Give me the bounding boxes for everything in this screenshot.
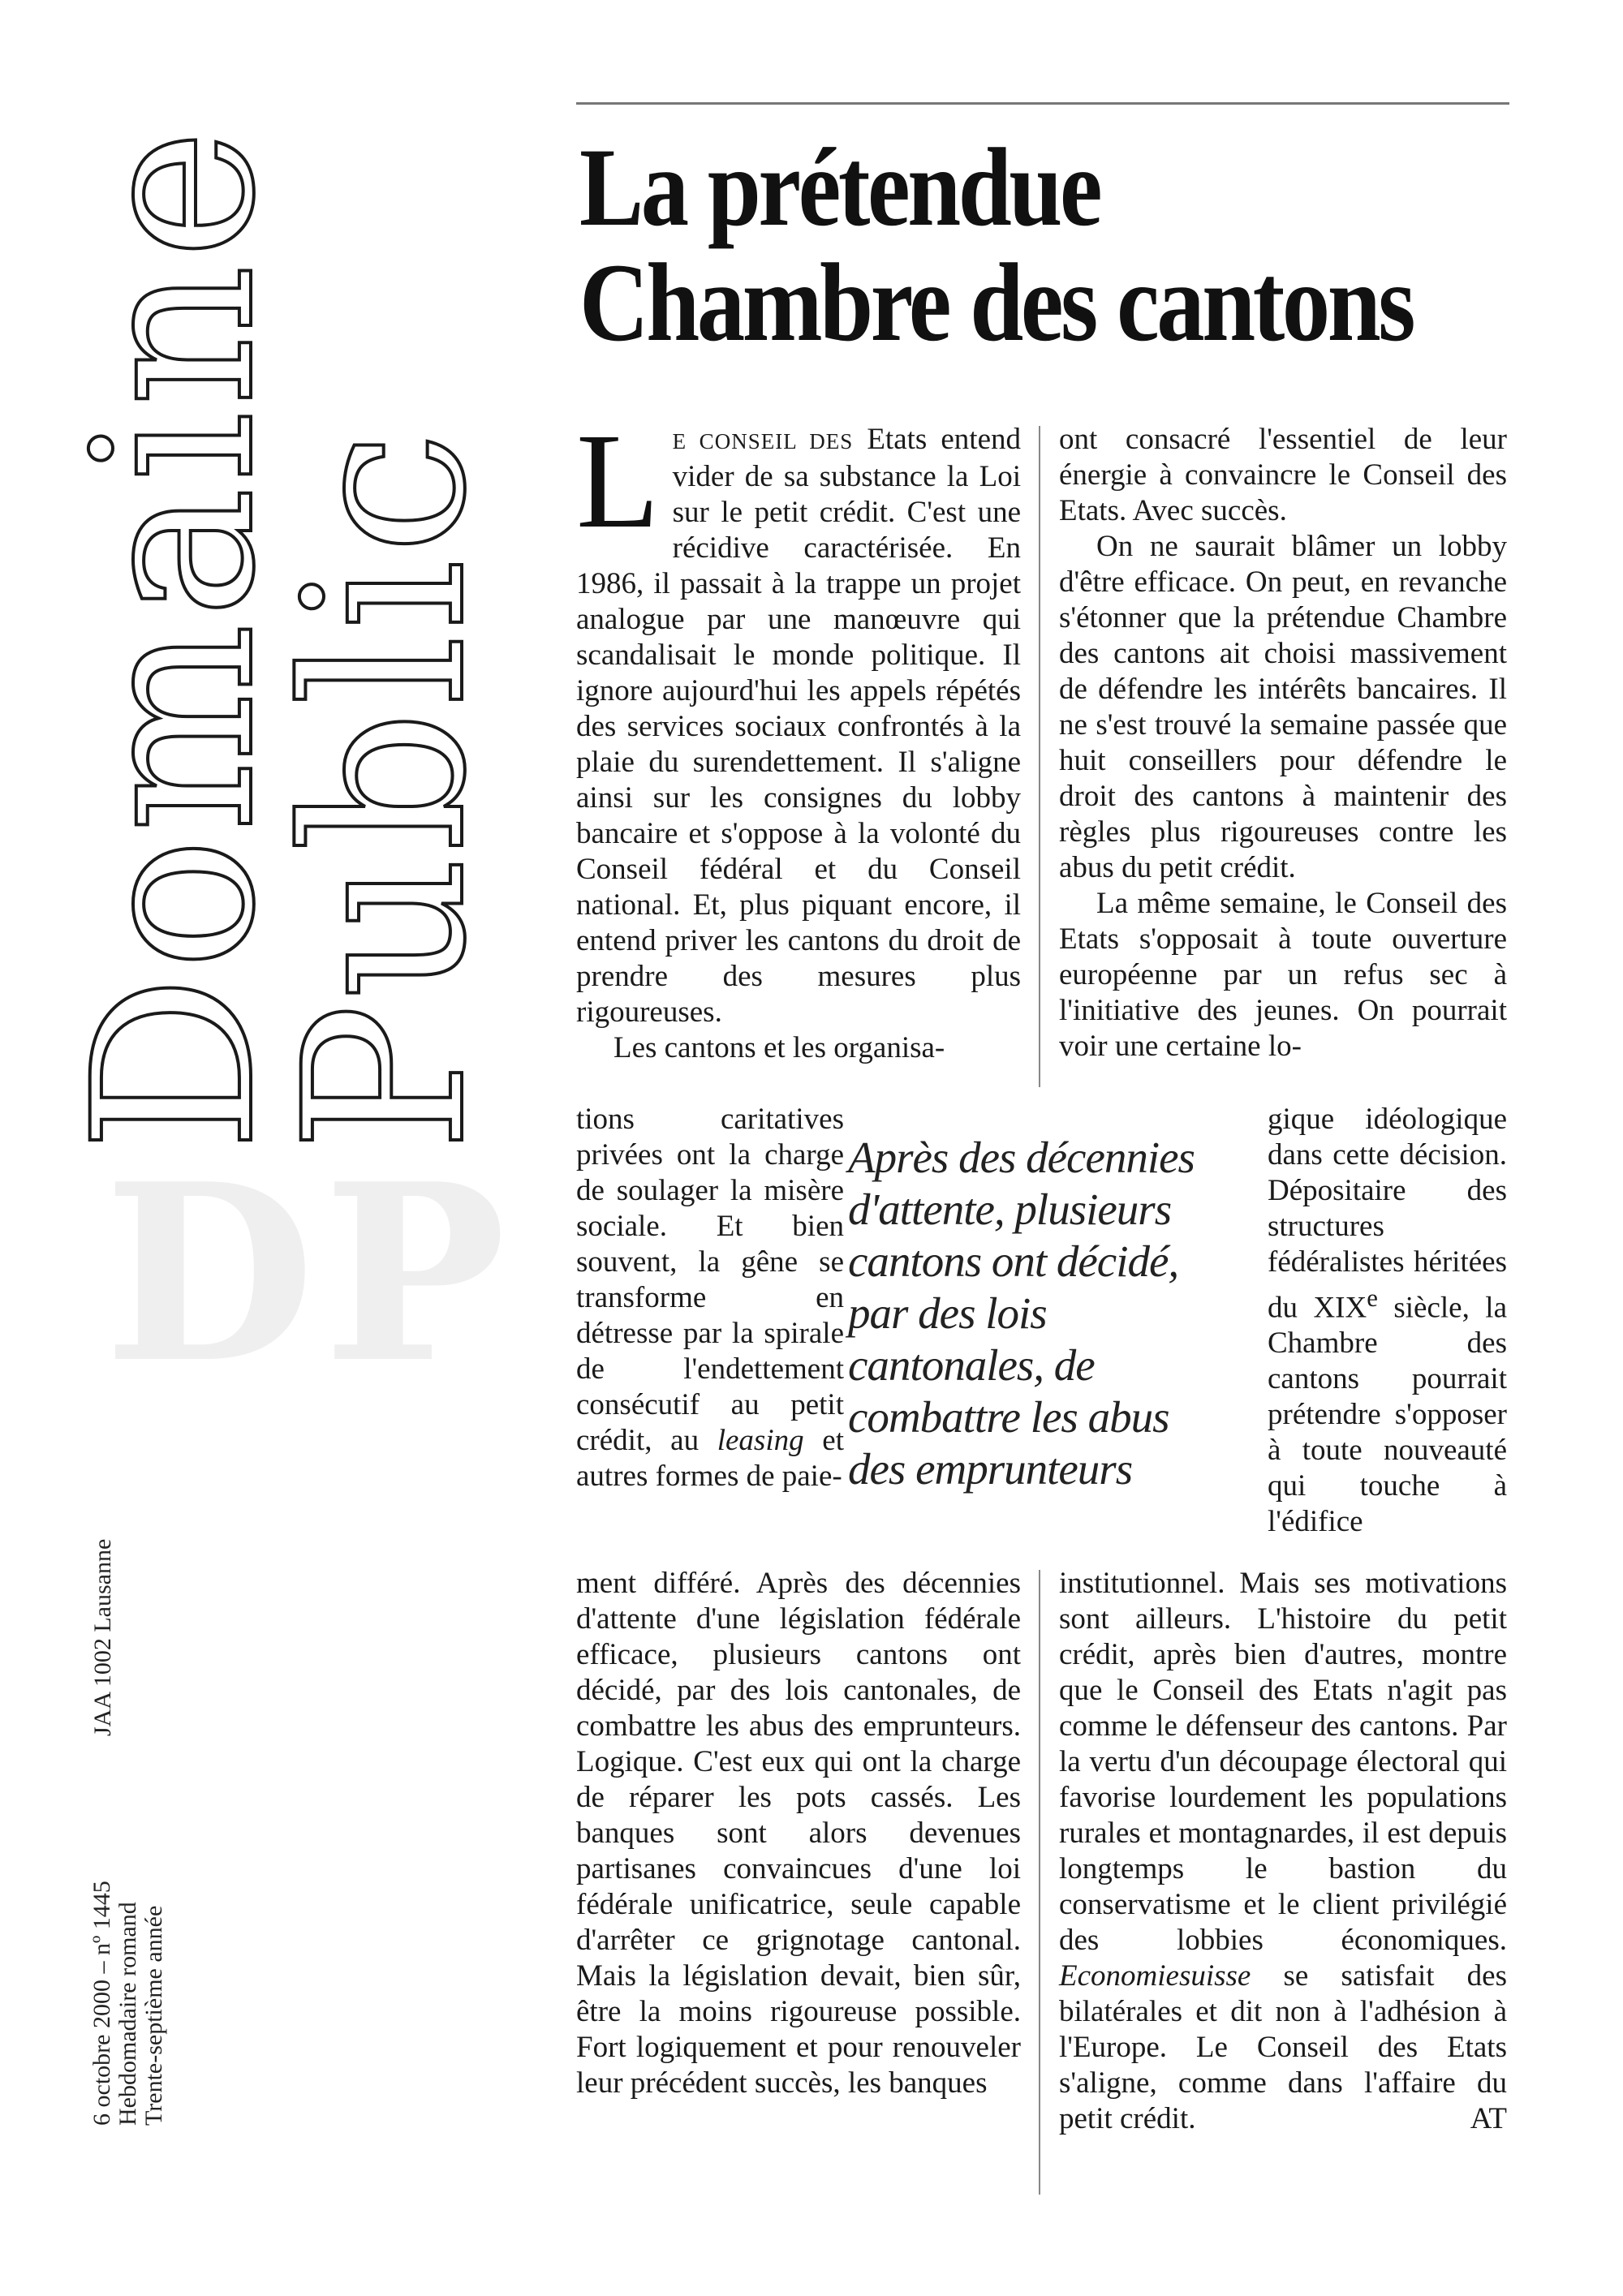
column-rule-bottom	[1039, 1570, 1040, 2195]
edition-info	[89, 1881, 167, 2126]
pull-quote-line: Après des décennies	[848, 1133, 1195, 1182]
superscript: e	[1367, 1284, 1378, 1312]
article-column-2-bottom	[1059, 1566, 1507, 2137]
paragraph-3: ont consacré l'essentiel de leur énergie à convaincre le Conseil des Etats. Avec succès.	[1059, 423, 1507, 527]
pull-quote-line: combattre les abus	[848, 1392, 1169, 1442]
issue-date: 6 octobre 2000 – nº 1445	[88, 1881, 115, 2126]
italic-term: Economiesuisse	[1059, 1959, 1251, 1993]
text-run: gique idéologique dans cette décision. Dépositaire des structures fédéralistes héritées du XIX	[1268, 1103, 1507, 1325]
article-column-2-top	[1059, 422, 1507, 1064]
paragraph-2-middle	[576, 1102, 844, 1494]
dp-watermark: DP	[104, 1130, 514, 1417]
pull-quote-line: des emprunteurs	[848, 1444, 1133, 1494]
italic-term: leasing	[717, 1424, 804, 1457]
paragraph-1-text: Etats entend vider de sa substance la Loi sur le petit crédit. C'est une récidive caractérisée. En 1986, il passait à la trappe un projet analogue par une manœuvre qui scandalisait le monde politique. Il ignore aujourd'hui les appels répétés des services sociaux confrontés à la plaie du surendettement. Il s'aligne ainsi sur les consignes du lobby bancaire et s'oppose à la volonté du Conseil fédéral et du Conseil national. Et, plus piquant encore, il entend priver les cantons du droit de prendre des mesures plus rigoureuses.	[576, 423, 1022, 1029]
paragraph-2-end: ment différé. Après des décennies d'attente d'une législation fédérale efficace, plusieurs cantons ont décidé, par des lois cantonales, de combattre les abus des emprunteurs. Logique. C'est eux qui ont la charge de réparer les pots cassés. Les banques sont alors devenues partisanes convaincues d'une loi fédérale unificatrice, seule capable d'arrêter ce grignotage cantonal. Mais la législation devait, bien sûr, être la moins rigoureuse possible. Fort logiquement et pour renouveler leur précédent succès, les banques	[576, 1567, 1021, 2100]
title-line-2: Chambre des cantons	[579, 240, 1414, 364]
masthead	[0, 0, 519, 2296]
text-run: se satisfait des bilatérales et dit non à l'adhésion à l'Europe. Le Conseil des Etats s'aligne, comme dans l'affaire du petit crédit.	[1059, 1959, 1507, 2135]
pull-quote-line: d'attente, plusieurs	[848, 1185, 1172, 1234]
top-rule	[576, 102, 1509, 105]
article-column-1-bottom	[576, 1566, 1021, 2101]
article-title	[579, 125, 1414, 364]
paragraph-5-start: La même semaine, le Conseil des Etats s'opposait à toute ouverture européenne par un refus sec à l'initiative des jeunes. On pourrait voir une certaine lo-	[1059, 887, 1507, 1063]
publication-frequency: Hebdomadaire romand	[114, 1902, 141, 2126]
small-caps-lead: E CONSEIL DES	[672, 429, 854, 454]
text-run: tions caritatives privées ont la charge de soulager la misère sociale. Et bien souvent, la gêne se transforme en détresse par la spirale de l'endettement consécutif au petit crédit, au	[576, 1103, 844, 1457]
paragraph-2-start: Les cantons et les organisa-	[613, 1031, 945, 1064]
drop-cap: L	[576, 406, 660, 557]
pull-quote-line: cantons ont décidé,	[848, 1236, 1179, 1286]
postal-mark: JAA 1002 Lausanne	[89, 1538, 116, 1736]
text-run: institutionnel. Mais ses motivations sont ailleurs. L'histoire du petit crédit, après bien d'autres, montre que le Conseil des Etats n'agit pas comme le défenseur des cantons. Par la vertu d'un découpage électoral qui favorise lourdement les populations rurales et montagnardes, il est depuis longtemps le bastion du conservatisme et le client privilégié des lobbies économiques.	[1059, 1567, 1507, 1957]
article-column-2-middle	[1268, 1102, 1507, 1540]
pull-quote	[848, 1132, 1254, 1495]
paragraph-5-end	[1059, 1566, 1507, 2137]
paragraph-5-middle	[1268, 1102, 1507, 1540]
text-run: et autres formes de paie-	[576, 1424, 844, 1493]
text-run: siècle, la Chambre des cantons pourrait prétendre s'opposer à toute nouveauté qui touche à l'édifice	[1268, 1291, 1507, 1539]
paragraph-1	[576, 406, 1022, 1030]
article-column-1-middle	[576, 1102, 844, 1494]
author-signature: AT	[1470, 2102, 1507, 2135]
masthead-public: Public	[258, 426, 514, 1152]
pull-quote-line: cantonales, de	[848, 1340, 1095, 1390]
column-rule-top	[1039, 426, 1040, 1087]
paragraph-4: On ne saurait blâmer un lobby d'être efficace. On peut, en revanche s'étonner que la prétendue Chambre des cantons ait choisi massivement de défendre les intérêts bancaires. Il ne s'est trouvé la semaine passée que huit conseillers pour défendre le droit des cantons à maintenir des règles plus rigoureuses contre les abus du petit crédit.	[1059, 530, 1507, 884]
publication-year: Trente-septième année	[140, 1905, 167, 2126]
masthead-domaine: Domaine	[47, 123, 304, 1152]
pull-quote-line: par des lois	[848, 1288, 1047, 1338]
article-column-1-top	[576, 406, 1022, 1066]
title-line-1: La prétendue	[579, 125, 1100, 249]
